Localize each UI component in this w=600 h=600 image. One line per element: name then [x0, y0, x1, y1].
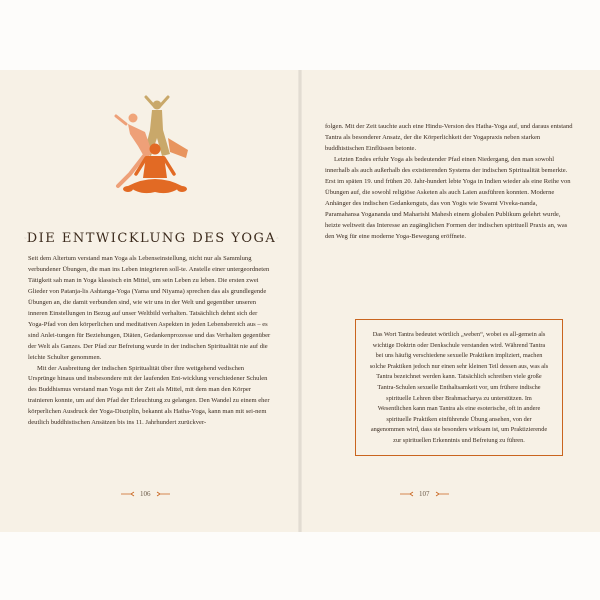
- paragraph: folgen. Mit der Zeit tauchte auch eine Hindu-Version des Hatha-Yoga auf, und daraus entstand Tantra als besonderer Ansatz, der die Körperlichkeit der Yogapraxis neben starken buddhistischen Einflüssen betonte.: [325, 123, 573, 152]
- book-spread: [0, 70, 600, 532]
- right-body-text: [325, 122, 573, 242]
- info-box-text: Das Wort Tantra bedeutet wörtlich „weben“, wobei es all-gemein als wichtige Doktrin oder Denkschule verstanden wird. Während Tantra bei uns häufig verschiedene sexuelle Praktiken impliziert, machen solche Praktiken jedoch nur einen sehr kleinen Teil dessen aus, was als Tantra bezeichnet werden kann. Tatsächlich schreiben viele große Tantra-Schulen sexuelle Enthaltsamkeit vor, um frühere indische spirituelle Lehren über Brahmacharya zu unterstützen. Im Wesentlichen kann man Tantra als eine esoterische, oft in andere spirituelle Praktiken einführende Übung ansehen, von der angenommen wird, dass sie besonders wirksam ist, um Praktizierende zur spirituellen Erkenntnis und Befreiung zu führen.: [369, 331, 549, 444]
- yoga-poses-illustration: [100, 94, 200, 206]
- paragraph: Mit der Ausbreitung der indischen Spiritualität über ihre weitgehend vedischen Ursprünge hinaus und insbesondere mit der laufenden Ent-wicklung verschiedener Schulen des Buddhismus verstand man Yoga mit der Zeit als Mittel, mit dem man den Körper trainieren konnte, um auf den Pfad der Erleuchtung zu gelangen. Den Wandel zu einem eher körperlichen Ausdruck der Yoga-Disziplin, bekannt als Hatha-Yoga, kann man mit sei-nem deutlich buddhistischen Ansätzen bis ins 11. Jahrhundert zurückver-: [28, 364, 270, 427]
- flourish-icon: [156, 491, 170, 497]
- tantra-info-box: [355, 319, 563, 456]
- flourish-icon: [400, 491, 414, 497]
- page-number: 107: [419, 490, 430, 498]
- page-number-right: [400, 490, 449, 498]
- page-number-left: [121, 490, 170, 498]
- heading-row: [24, 228, 279, 248]
- flourish-icon: [435, 491, 449, 497]
- page-number: 106: [140, 490, 151, 498]
- right-page: [300, 70, 600, 532]
- left-body-text: [28, 254, 272, 429]
- left-page: [0, 70, 300, 532]
- right-ornament-icon: [276, 231, 279, 245]
- chapter-heading: DIE ENTWICKLUNG DES YOGA: [26, 230, 277, 246]
- paragraph: Seit dem Altertum verstand man Yoga als Lebenseinstellung, nicht nur als Sammlung verbundener Übungen, die man ins Leben integrieren soll-te. Anstelle einer untergeordneten Tätigkeit sah man in Yoga klassisch ein Mittel, um sein Leben zu leben. Die ersten zwei Glieder von Patanja-lis Ashtanga-Yoga (Yama und Niyama) sprechen das als grundlegende Übungen an, die damit verbunden sind, wie wir uns in der Welt und gegenüber unseren inneren Einstellungen in Bezug auf unser Weltbild verhalten. Tatsächlich dehnt sich der Yoga-Pfad von den körperlichen und meditativen Aspekten in jeden Lebensbereich aus – es sind Anlei-tungen für Beziehungen, Diäten, Gedankenprozesse und das Verhalten gegenüber der Welt als Ganzes. Der Pfad zur Befreiung wurde in der indischen Spiritualität nie auf die leichte Schulter genommen.: [28, 255, 271, 361]
- paragraph: Letzten Endes erfuhr Yoga als bedeutender Pfad einen Niedergang, den man sowohl innerhalb als auch außerhalb des existierenden Systems der indischen Spiritualität bemerkte. Erst im späten 19. und frühen 20. Jahr-hundert lebte Yoga in Indien wieder als eine Reihe von Übungen auf, die sowohl religiöse Asketen als auch Laien ausführen konnten. Moderne Anhänger des indischen Gedankenguts, das von Yogis wie Swami Viveka-nanda, Paramahansa Yogananda und Maharishi Mahesh einem globalen Publikum gelehrt wurde, heizte weltweit das Interesse an zugänglichen Formen der indischen spirituell Praxis an, was den Weg für eine moderne Yoga-Bewegung eröffnete.: [325, 155, 571, 240]
- flourish-icon: [121, 491, 135, 497]
